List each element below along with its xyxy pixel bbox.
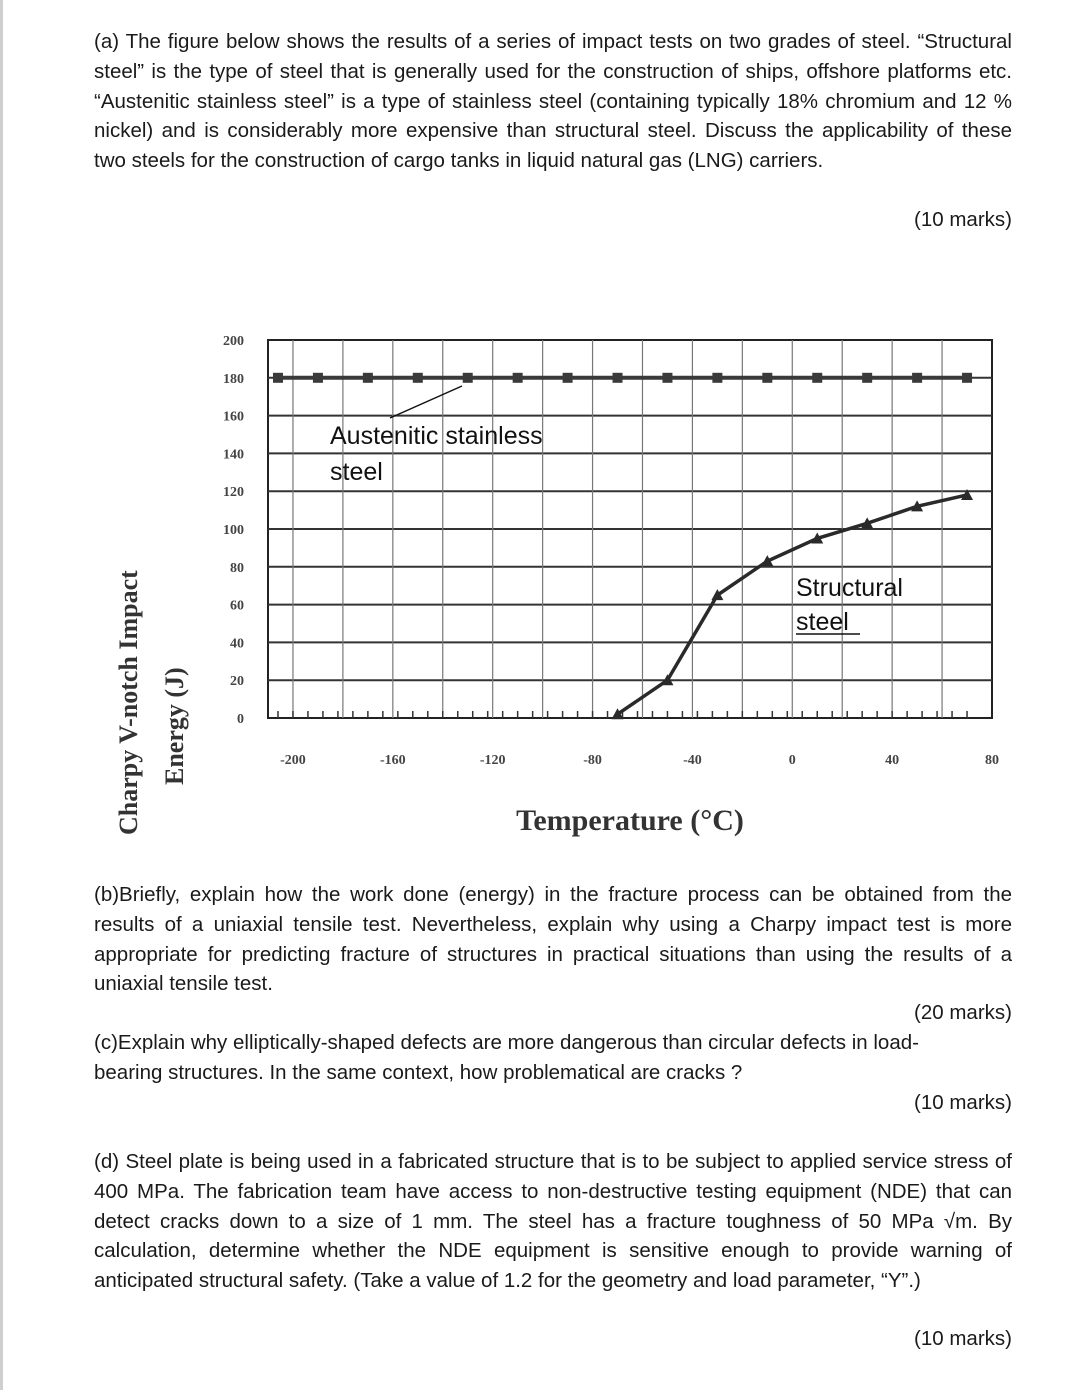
question-b-marks: (20 marks): [914, 1001, 1012, 1024]
x-tick-label: -160: [379, 753, 406, 768]
chart-grid: [268, 340, 992, 718]
austenitic-data-point: [712, 373, 722, 383]
question-a-text: (a) The figure below shows the results of a series of impact tests on two grades of steel. “Structural steel” is the type of steel that is generally used for the construction of ships, offshore platforms etc. “Austenitic stainless steel” is a type of stainless steel (containing typically 18% chromium and 12 % nickel) and is considerably more expensive than structural steel. Discuss the applicability of these two steels for the construction of cargo tanks in liquid natural gas (LNG) carriers.: [94, 30, 1012, 173]
series-annotations: [330, 386, 903, 636]
austenitic-data-point: [862, 373, 872, 383]
austenitic-data-point: [912, 373, 922, 383]
y-tick-label: 40: [230, 636, 244, 652]
question-d-marks: (10 marks): [914, 1327, 1012, 1350]
y-tick-label: 180: [223, 371, 244, 387]
y-axis-title-line2: Energy (J): [160, 667, 189, 785]
austenitic-label-line1: Austenitic stainless: [330, 422, 543, 450]
austenitic-data-point: [962, 373, 972, 383]
question-c-marks: (10 marks): [914, 1091, 1012, 1114]
question-d-text: (d) Steel plate is being used in a fabricated structure that is to be subject to applied service stress of 400 MPa. The fabrication team have access to non-destructive testing equipment (NDE) that can detect cracks down to a size of 1 mm. The steel has a fracture toughness of 50 MPa √m. By calculation, determine whether the NDE equipment is sensitive enough to provide warning of anticipated structural safety. (Take a value of 1.2 for the geometry and load parameter, “Y”.): [94, 1150, 1012, 1293]
y-tick-label: 20: [230, 674, 244, 690]
structural-label-line1: Structural: [796, 574, 903, 602]
y-tick-label: 80: [230, 560, 244, 576]
x-tick-label: -40: [683, 753, 702, 768]
x-tick-label: -200: [280, 753, 306, 768]
x-tick-label: 0: [788, 753, 796, 768]
y-tick-label: 200: [223, 334, 244, 349]
question-a-marks: (10 marks): [914, 208, 1012, 231]
y-tick-label: 100: [223, 523, 244, 538]
y-tick-label: 60: [230, 598, 244, 614]
austenitic-leader-line: [390, 386, 462, 418]
austenitic-data-point: [273, 373, 283, 383]
question-c-text: (c)Explain why elliptically-shaped defects are more dangerous than circular defects in load-bearing structures. In the same context, how problematical are cracks ?: [94, 1031, 919, 1084]
x-tick-label: 80: [985, 753, 999, 768]
y-tick-label: 140: [223, 447, 244, 463]
austenitic-data-point: [463, 373, 473, 383]
austenitic-data-point: [812, 373, 822, 383]
x-axis-ticks: [280, 753, 999, 768]
austenitic-data-point: [662, 373, 672, 383]
austenitic-data-point: [563, 373, 573, 383]
y-tick-label: 160: [223, 409, 244, 425]
structural-label-line2: steel: [796, 608, 849, 636]
question-b-text: (b)Briefly, explain how the work done (energy) in the fracture process can be obtained from the results of a uniaxial tensile test. Nevertheless, explain why using a Charpy impact test is more appropriate for predicting fracture of structures in practical situations than using the results of a uniaxial tensile test.: [94, 883, 1012, 996]
austenitic-data-point: [613, 373, 623, 383]
y-axis-ticks: [223, 334, 244, 727]
x-tick-label: -80: [583, 753, 602, 768]
austenitic-data-point: [762, 373, 772, 383]
austenitic-data-point: [363, 373, 373, 383]
austenitic-data-point: [313, 373, 323, 383]
y-axis-title-line1: Charpy V-notch Impact: [114, 570, 143, 835]
austenitic-data-point: [413, 373, 423, 383]
austenitic-data-point: [513, 373, 523, 383]
y-tick-label: 120: [223, 485, 244, 501]
y-tick-label: 0: [237, 712, 244, 727]
austenitic-label-line2: steel: [330, 458, 383, 486]
x-tick-label: 40: [885, 753, 900, 768]
charpy-impact-chart: [0, 300, 1080, 860]
x-axis-title: Temperature (°C): [516, 804, 744, 837]
x-tick-label: -120: [479, 753, 506, 768]
